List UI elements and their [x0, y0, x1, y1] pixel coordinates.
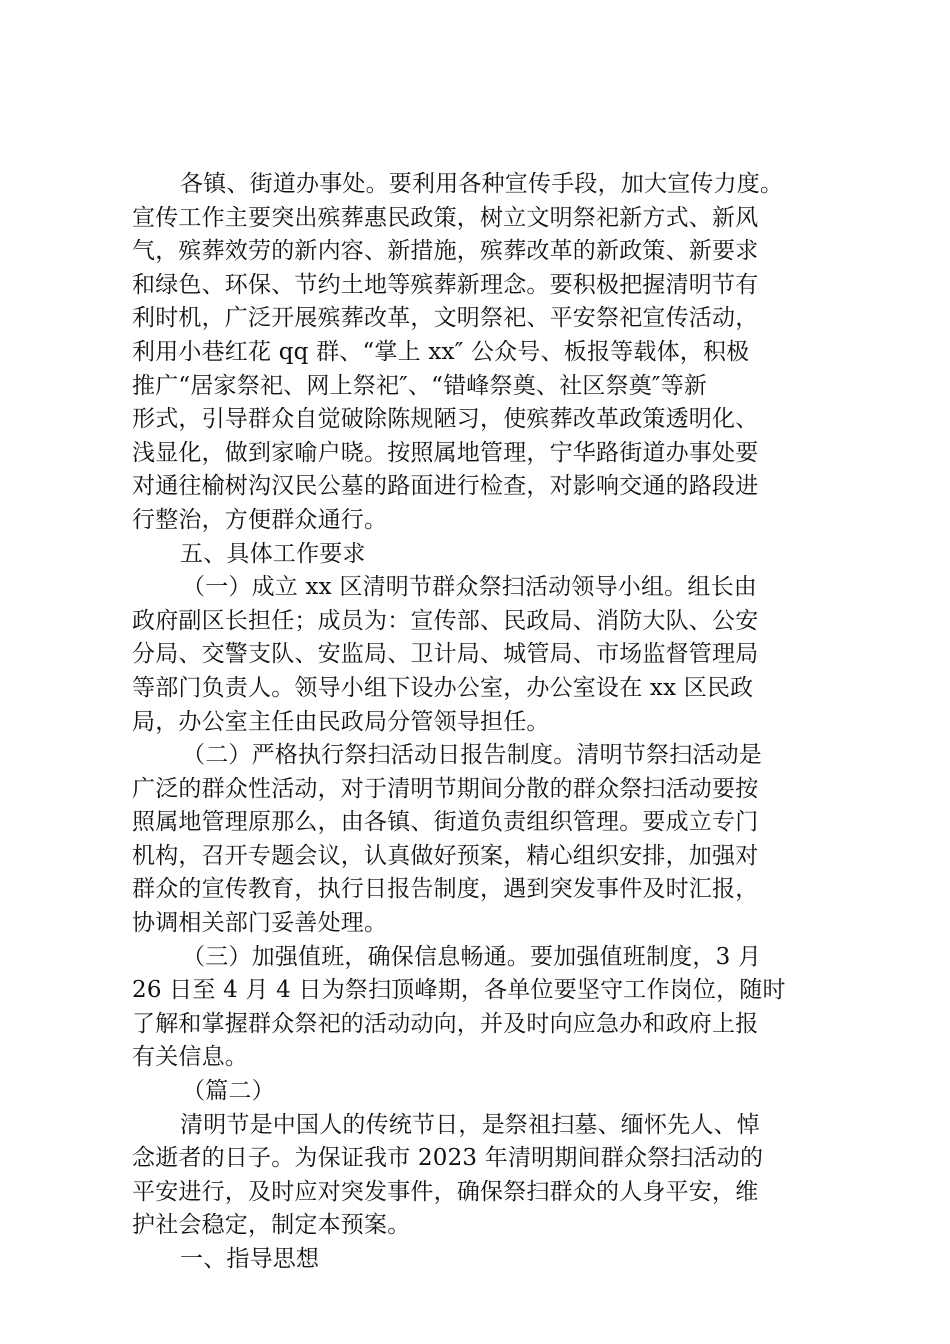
- paragraph-line: 群众的宣传教育，执行日报告制度，遇到突发事件及时汇报，: [132, 876, 759, 903]
- paragraph-line: 政府副区长担任；成员为：宣传部、民政局、消防大队、公安: [132, 607, 759, 634]
- paragraph-line: 利用小巷红花 qq 群、“掌上 xx″ 公众号、板报等载体，积极: [132, 338, 750, 365]
- paragraph-line: 照属地管理原那么，由各镇、街道负责组织管理。要成立专门: [132, 809, 759, 836]
- paragraph-line: （三）加强值班，确保信息畅通。要加强值班制度，3 月: [182, 943, 762, 970]
- paragraph-line: 气，殡葬效劳的新内容、新措施，殡葬改革的新政策、新要求: [132, 238, 759, 265]
- paragraph-line: 宣传工作主要突出殡葬惠民政策，树立文明祭祀新方式、新风: [132, 204, 759, 231]
- paragraph-line: 26 日至 4 月 4 日为祭扫顶峰期，各单位要坚守工作岗位，随时: [132, 977, 786, 1004]
- paragraph-line: 了解和掌握群众祭祀的活动动向，并及时向应急办和政府上报: [132, 1010, 759, 1037]
- paragraph-line: （一）成立 xx 区清明节群众祭扫活动领导小组。组长由: [182, 574, 757, 601]
- section-heading: 一、指导思想: [180, 1246, 320, 1272]
- paragraph-line: 有关信息。: [132, 1044, 248, 1071]
- paragraph-line: 利时机，广泛开展殡葬改革，文明祭祀、平安祭祀宣传活动，: [132, 305, 759, 332]
- paragraph-line: 念逝者的日子。为保证我市 2023 年清明期间群众祭扫活动的: [132, 1145, 764, 1172]
- paragraph-line: 等部门负责人。领导小组下设办公室，办公室设在 xx 区民政: [132, 674, 754, 701]
- paragraph-line: 广泛的群众性活动，对于清明节期间分散的群众祭扫活动要按: [132, 775, 759, 802]
- paragraph-line: 各镇、街道办事处。要利用各种宣传手段，加大宣传力度。: [180, 171, 784, 197]
- paragraph-line: 浅显化，做到家喻户晓。按照属地管理，宁华路街道办事处要: [132, 439, 759, 466]
- document-body: [132, 168, 822, 1277]
- paragraph-line: 对通往榆树沟汉民公墓的路面进行检查，对影响交通的路段进: [132, 473, 759, 500]
- paragraph-line: 和绿色、环保、节约土地等殡葬新理念。要积极把握清明节有: [132, 271, 759, 298]
- section-heading: （篇二）: [182, 1078, 275, 1105]
- paragraph-line: 推广“居家祭祀、网上祭祀″、“错峰祭奠、社区祭奠″等新: [132, 372, 708, 399]
- paragraph-line: 行整治，方便群众通行。: [132, 506, 388, 533]
- paragraph-line: 局，办公室主任由民政局分管领导担任。: [132, 708, 550, 735]
- paragraph-line: （二）严格执行祭扫活动日报告制度。清明节祭扫活动是: [182, 742, 762, 769]
- paragraph-line: 清明节是中国人的传统节日，是祭祖扫墓、缅怀先人、悼: [180, 1111, 760, 1138]
- paragraph-line: 平安进行，及时应对突发事件，确保祭扫群众的人身平安，维: [132, 1178, 759, 1205]
- paragraph-line: 护社会稳定，制定本预案。: [132, 1212, 411, 1239]
- paragraph-line: 形式，引导群众自觉破除陈规陋习，使殡葬改革政策透明化、: [132, 406, 759, 433]
- paragraph-line: 机构，召开专题会议，认真做好预案，精心组织安排，加强对: [132, 842, 759, 869]
- section-heading: 五、具体工作要求: [180, 540, 366, 567]
- paragraph-line: 协调相关部门妥善处理。: [132, 910, 388, 937]
- paragraph-line: 分局、交警支队、安监局、卫计局、城管局、市场监督管理局: [132, 641, 759, 668]
